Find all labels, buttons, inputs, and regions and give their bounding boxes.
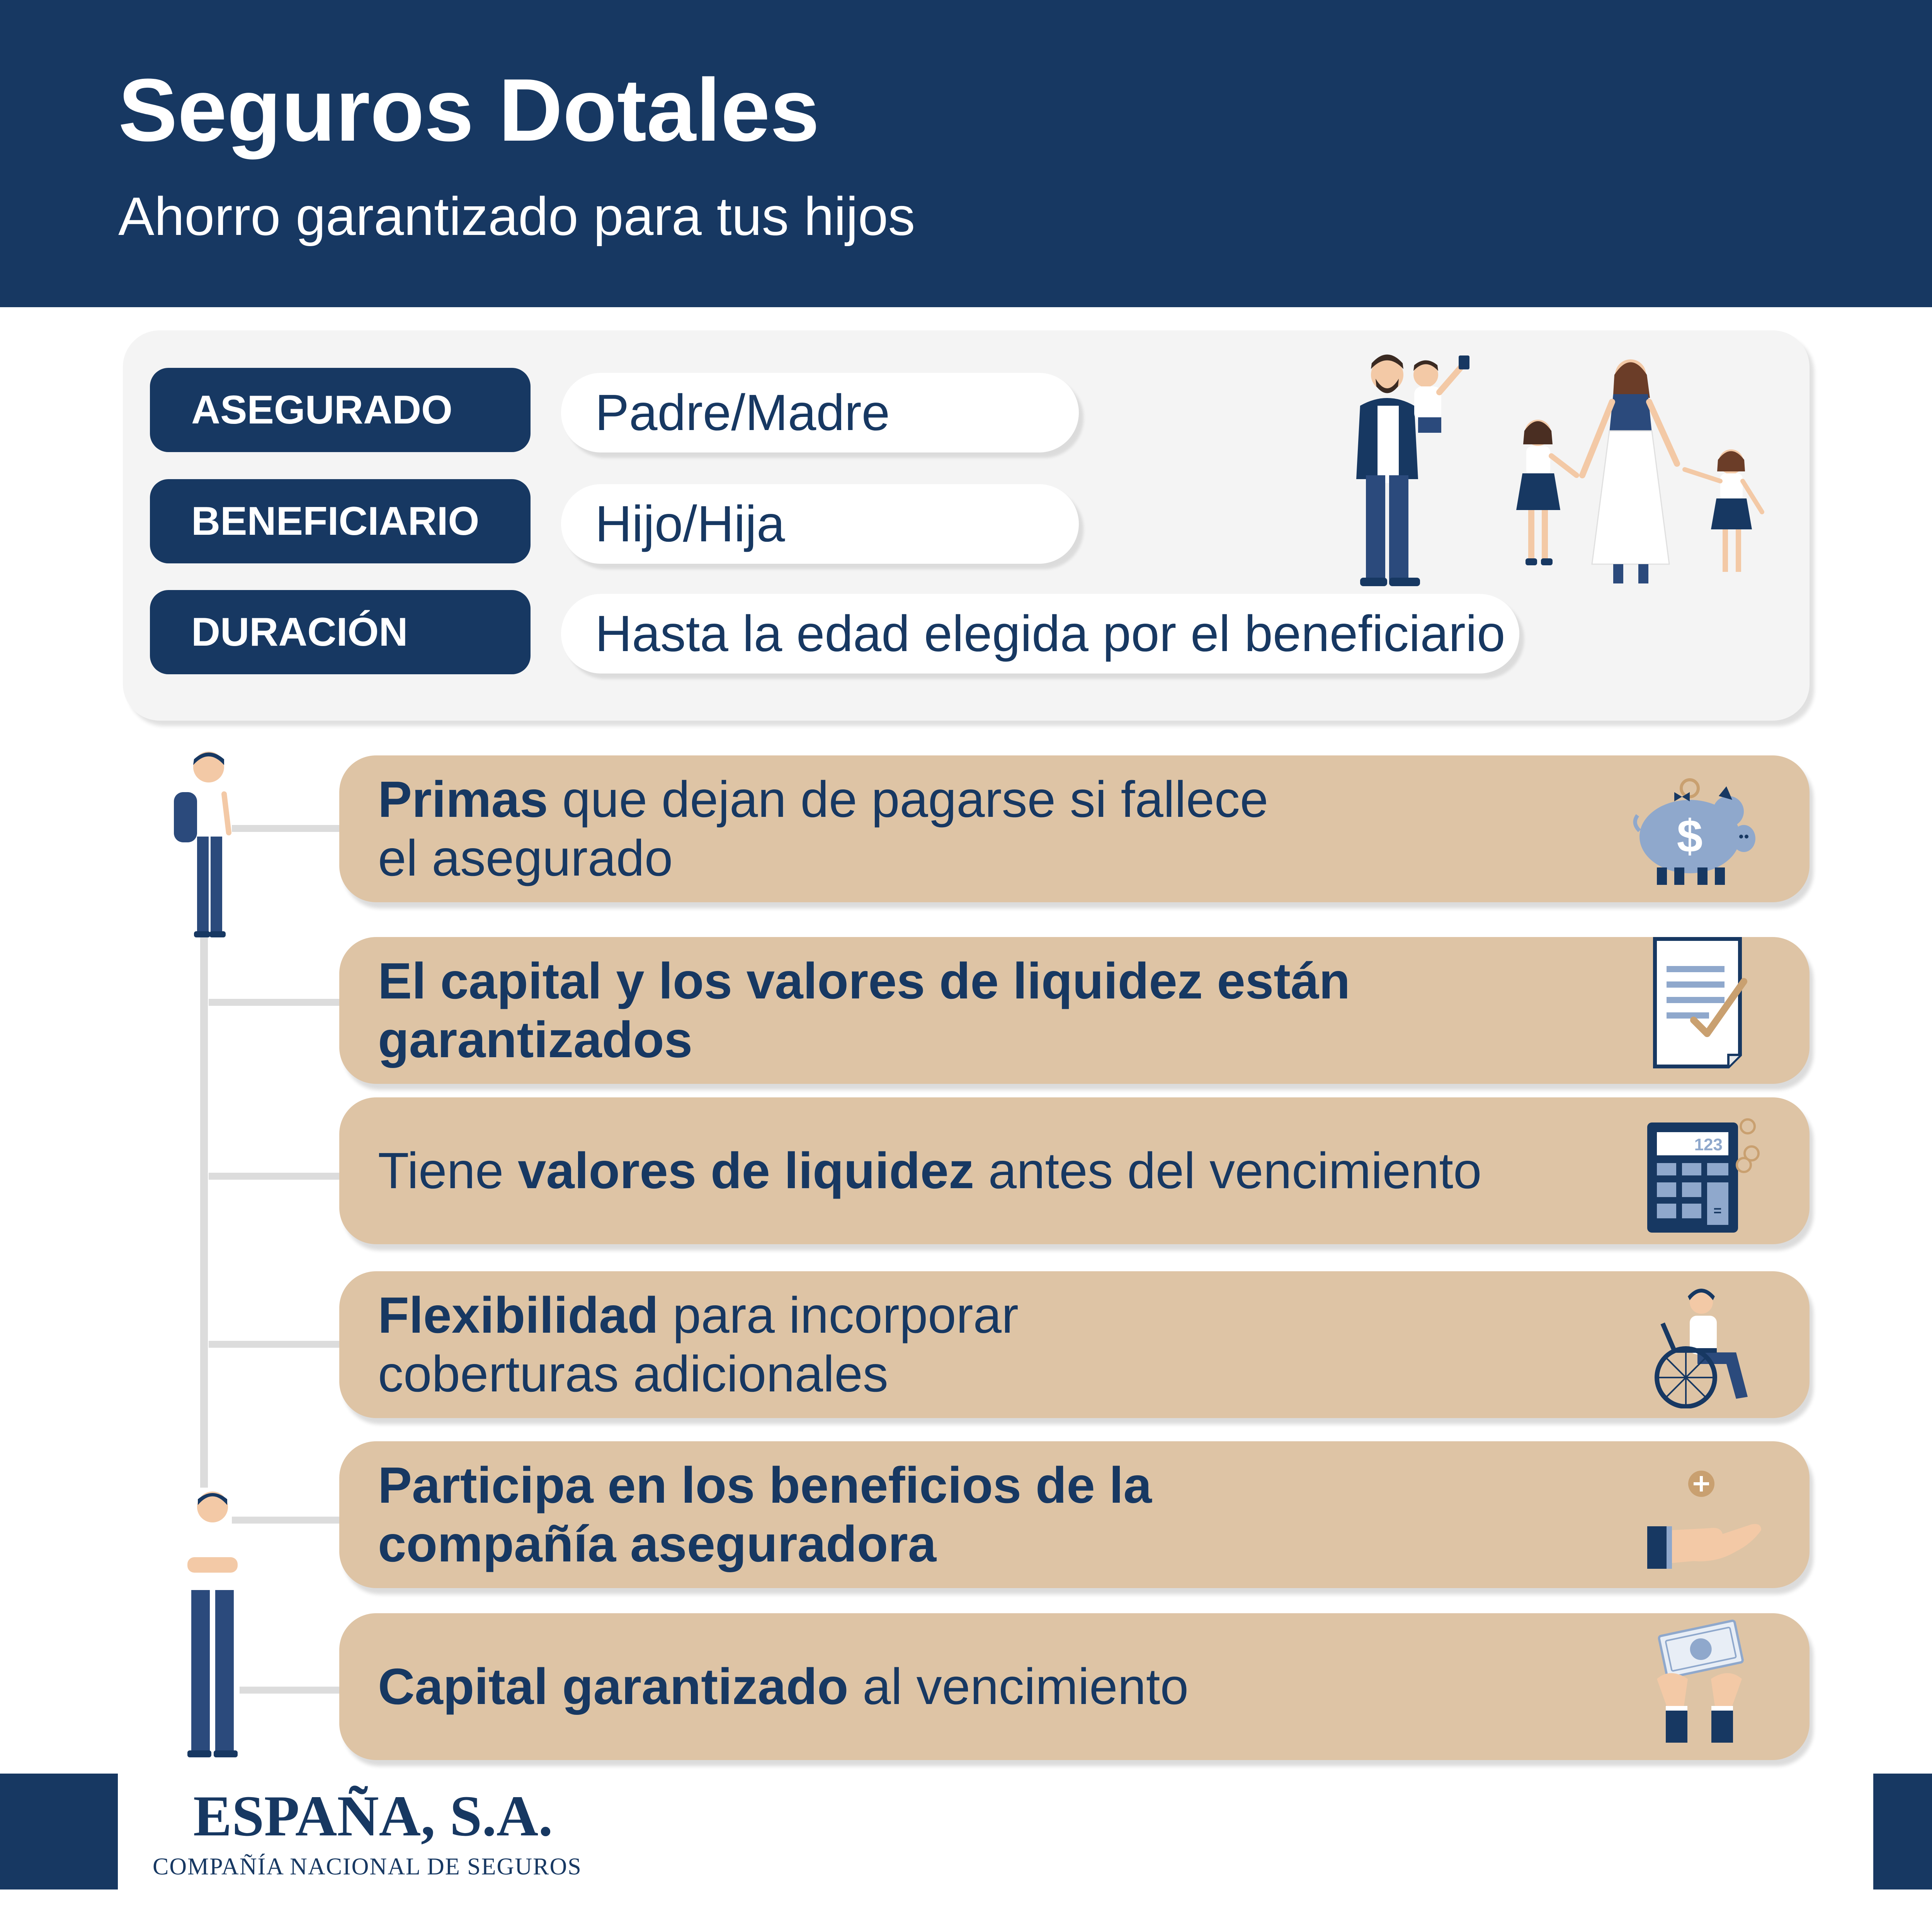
feature-capital-liquidez-line1: El capital y los valores de liquidez están bbox=[378, 952, 1350, 1010]
hands-money-icon bbox=[1620, 1613, 1767, 1756]
svg-text:$: $ bbox=[1677, 810, 1703, 862]
svg-text:123: 123 bbox=[1694, 1135, 1723, 1154]
feature-capital-liquidez-text bbox=[378, 937, 1576, 1084]
svg-text:=: = bbox=[1713, 1202, 1722, 1218]
page-subtitle: Ahorro garantizado para tus hijos bbox=[118, 186, 915, 247]
label-asegurado: ASEGURADO bbox=[150, 368, 531, 452]
feature-valores-liquidez bbox=[339, 1097, 1810, 1244]
calculator-icon bbox=[1620, 1107, 1767, 1235]
father-figure bbox=[1356, 355, 1420, 587]
timeline-connector bbox=[209, 999, 340, 1006]
value-duracion: Hasta la edad elegida por el beneficiario bbox=[561, 594, 1519, 673]
feature-beneficios-text bbox=[378, 1441, 1576, 1588]
feature-primas-bold: Primas bbox=[378, 771, 548, 828]
mother-figure bbox=[1582, 359, 1677, 583]
feature-capital-liquidez-line2: garantizados bbox=[378, 1011, 693, 1068]
value-beneficiario: Hijo/Hija bbox=[561, 484, 1079, 564]
feature-capital-garantizado bbox=[339, 1613, 1810, 1760]
feature-primas-line2: el asegurado bbox=[378, 830, 673, 886]
feature-flexibilidad-rest: para incorporar bbox=[658, 1287, 1019, 1344]
wheelchair-icon bbox=[1620, 1281, 1767, 1408]
feature-primas bbox=[339, 755, 1810, 902]
feature-valores-liquidez-post: antes del vencimiento bbox=[974, 1142, 1482, 1199]
company-logo-name: ESPAÑA, S.A. bbox=[193, 1784, 553, 1848]
hand-plus-icon bbox=[1620, 1451, 1767, 1578]
feature-beneficios-line2: compañía aseguradora bbox=[378, 1515, 937, 1572]
company-tagline: COMPAÑÍA NACIONAL DE SEGUROS bbox=[153, 1854, 582, 1880]
family-illustration bbox=[1329, 348, 1793, 599]
feature-flexibilidad-text bbox=[378, 1271, 1576, 1418]
feature-flexibilidad-line2: coberturas adicionales bbox=[378, 1345, 888, 1402]
feature-valores-liquidez-text bbox=[378, 1097, 1576, 1244]
feature-capital-liquidez bbox=[339, 937, 1810, 1084]
document-check-icon bbox=[1620, 931, 1767, 1074]
timeline-connector bbox=[209, 1173, 340, 1180]
feature-flexibilidad-bold: Flexibilidad bbox=[378, 1287, 659, 1344]
child-held-figure bbox=[1413, 355, 1469, 433]
feature-beneficios-line1: Participa en los beneficios de la bbox=[378, 1457, 1152, 1514]
feature-capital-garantizado-text bbox=[378, 1613, 1576, 1760]
feature-valores-liquidez-pre: Tiene bbox=[378, 1142, 518, 1199]
footer-accent-right bbox=[1873, 1774, 1932, 1889]
timeline-line bbox=[200, 889, 208, 1488]
girl-figure-left bbox=[1516, 420, 1577, 565]
feature-flexibilidad bbox=[339, 1271, 1810, 1418]
feature-primas-rest: que dejan de pagarse si fallece bbox=[548, 771, 1269, 828]
timeline-connector bbox=[209, 1341, 340, 1348]
feature-capital-garantizado-bold: Capital garantizado bbox=[378, 1658, 849, 1715]
timeline-connector bbox=[232, 825, 340, 832]
label-duracion: DURACIÓN bbox=[150, 590, 531, 674]
feature-beneficios bbox=[339, 1441, 1810, 1588]
feature-primas-text bbox=[378, 755, 1576, 902]
value-asegurado: Padre/Madre bbox=[561, 373, 1079, 452]
feature-capital-garantizado-post: al vencimiento bbox=[848, 1658, 1189, 1715]
footer-accent-left bbox=[0, 1774, 118, 1889]
young-man-illustration bbox=[170, 1488, 255, 1762]
page-title: Seguros Dotales bbox=[118, 60, 820, 160]
girl-figure-right bbox=[1685, 449, 1762, 572]
piggy-bank-icon bbox=[1620, 765, 1767, 893]
label-beneficiario: BENEFICIARIO bbox=[150, 479, 531, 563]
feature-valores-liquidez-bold: valores de liquidez bbox=[517, 1142, 975, 1199]
boy-with-backpack-illustration bbox=[166, 746, 243, 947]
